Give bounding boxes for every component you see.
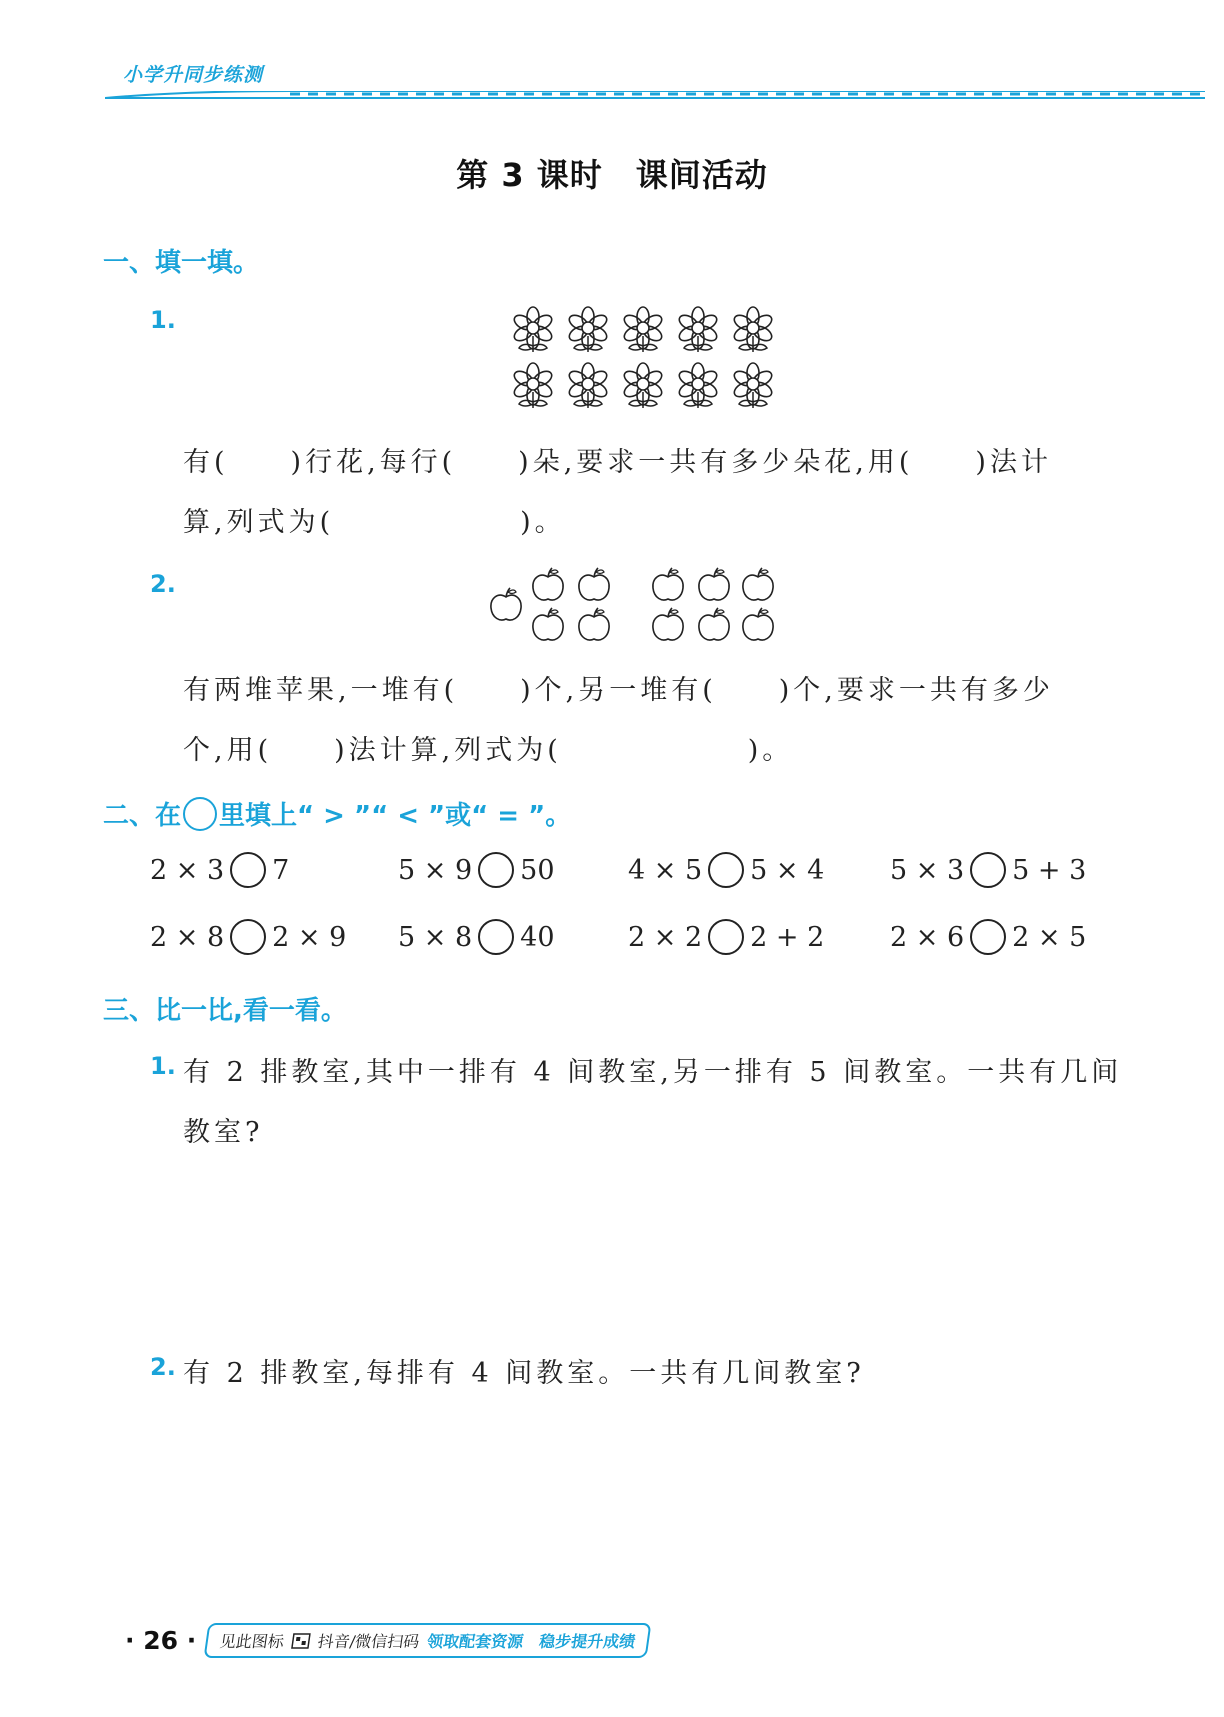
compare-right: 5 × 4: [750, 854, 825, 886]
section1-heading: 一、填一填。: [103, 248, 260, 278]
header-dashed-line: [105, 91, 1205, 99]
flower-icon: [732, 363, 774, 408]
flower-icon: [622, 307, 664, 352]
flower-row-2: [512, 363, 774, 408]
answer-circle[interactable]: [230, 919, 266, 955]
apple-icon: [491, 588, 521, 620]
answer-circle[interactable]: [478, 919, 514, 955]
section2-heading: [103, 795, 571, 834]
section2-heading-post: 里填上“ > ”“ < ”或“ = ”。: [219, 801, 572, 831]
compare-item: [890, 852, 1086, 888]
apple-icon: [533, 568, 563, 600]
s3-q2-line1: 有 2 排教室,每排有 4 间教室。一共有几间教室?: [183, 1358, 865, 1389]
apple-icon: [579, 568, 609, 600]
resource-slogan: 领取配套资源 稳步提升成绩: [426, 1632, 637, 1651]
compare-left: 5 × 8: [398, 921, 473, 953]
header-brand: 小学升同步练测: [123, 64, 264, 86]
compare-left: 4 × 5: [628, 854, 703, 886]
answer-circle[interactable]: [970, 919, 1006, 955]
compare-item: [398, 852, 555, 888]
apple-icon: [653, 568, 683, 600]
flower-icon: [732, 307, 774, 352]
apple-icon: [533, 608, 563, 640]
compare-right: 5 + 3: [1012, 854, 1087, 886]
compare-left: 2 × 8: [150, 921, 225, 953]
flowers-illustration: [505, 300, 785, 420]
compare-left: 2 × 3: [150, 854, 225, 886]
compare-item: [150, 852, 289, 888]
footer: [125, 1623, 650, 1658]
flower-icon: [677, 307, 719, 352]
scan-label: 见此图标: [218, 1632, 286, 1651]
answer-circle[interactable]: [478, 852, 514, 888]
compare-right: 7: [272, 854, 290, 886]
q1-number: 1.: [150, 306, 176, 334]
section2-heading-pre: 二、在: [103, 801, 182, 831]
compare-item: [628, 852, 824, 888]
compare-left: 2 × 6: [890, 921, 965, 953]
circle-icon: [183, 797, 217, 831]
flower-icon: [677, 363, 719, 408]
apple-icon: [699, 608, 729, 640]
compare-right: 2 + 2: [750, 921, 825, 953]
compare-item: [398, 919, 555, 955]
apple-icon: [579, 608, 609, 640]
s3-q2-number: 2.: [150, 1353, 176, 1381]
lesson-title: 第 3 课时 课间活动: [456, 156, 768, 194]
apple-icon: [653, 608, 683, 640]
apple-icon: [743, 608, 773, 640]
q1-line2: 算,列式为( )。: [183, 507, 566, 538]
apple-pile-left: [491, 568, 609, 640]
answer-circle[interactable]: [230, 852, 266, 888]
apple-pile-right: [653, 568, 773, 640]
q2-number: 2.: [150, 570, 176, 598]
q1-line1: 有( )行花,每行( )朵,要求一共有多少朵花,用( )法计: [183, 447, 1052, 478]
apple-icon: [743, 568, 773, 600]
scan-platforms: 抖音/微信扫码: [316, 1632, 421, 1651]
section3-heading: 三、比一比,看一看。: [103, 996, 347, 1026]
compare-left: 5 × 9: [398, 854, 473, 886]
compare-item: [150, 919, 346, 955]
flower-icon: [567, 307, 609, 352]
flower-icon: [567, 363, 609, 408]
compare-right: 50: [520, 854, 555, 886]
flower-icon: [512, 363, 554, 408]
compare-left: 5 × 3: [890, 854, 965, 886]
s3-q1-line1: 有 2 排教室,其中一排有 4 间教室,另一排有 5 间教室。一共有几间: [183, 1057, 1123, 1088]
answer-circle[interactable]: [708, 919, 744, 955]
answer-circle[interactable]: [708, 852, 744, 888]
s3-q1-line2: 教室?: [183, 1117, 264, 1148]
compare-right: 2 × 9: [272, 921, 347, 953]
q2-line2: 个,用( )法计算,列式为( )。: [183, 735, 794, 766]
compare-item: [890, 919, 1086, 955]
qr-scan-icon: [291, 1633, 311, 1649]
apples-illustration: [488, 566, 788, 646]
flower-icon: [512, 307, 554, 352]
compare-item: [628, 919, 824, 955]
flower-row-1: [512, 307, 774, 352]
s3-q1-number: 1.: [150, 1052, 176, 1080]
apple-icon: [699, 568, 729, 600]
compare-right: 40: [520, 921, 555, 953]
footer-scan-banner: [204, 1623, 652, 1658]
page-number: · 26 ·: [125, 1626, 197, 1655]
answer-circle[interactable]: [970, 852, 1006, 888]
compare-right: 2 × 5: [1012, 921, 1087, 953]
flower-icon: [622, 363, 664, 408]
compare-left: 2 × 2: [628, 921, 703, 953]
q2-line1: 有两堆苹果,一堆有( )个,另一堆有( )个,要求一共有多少: [183, 675, 1054, 706]
